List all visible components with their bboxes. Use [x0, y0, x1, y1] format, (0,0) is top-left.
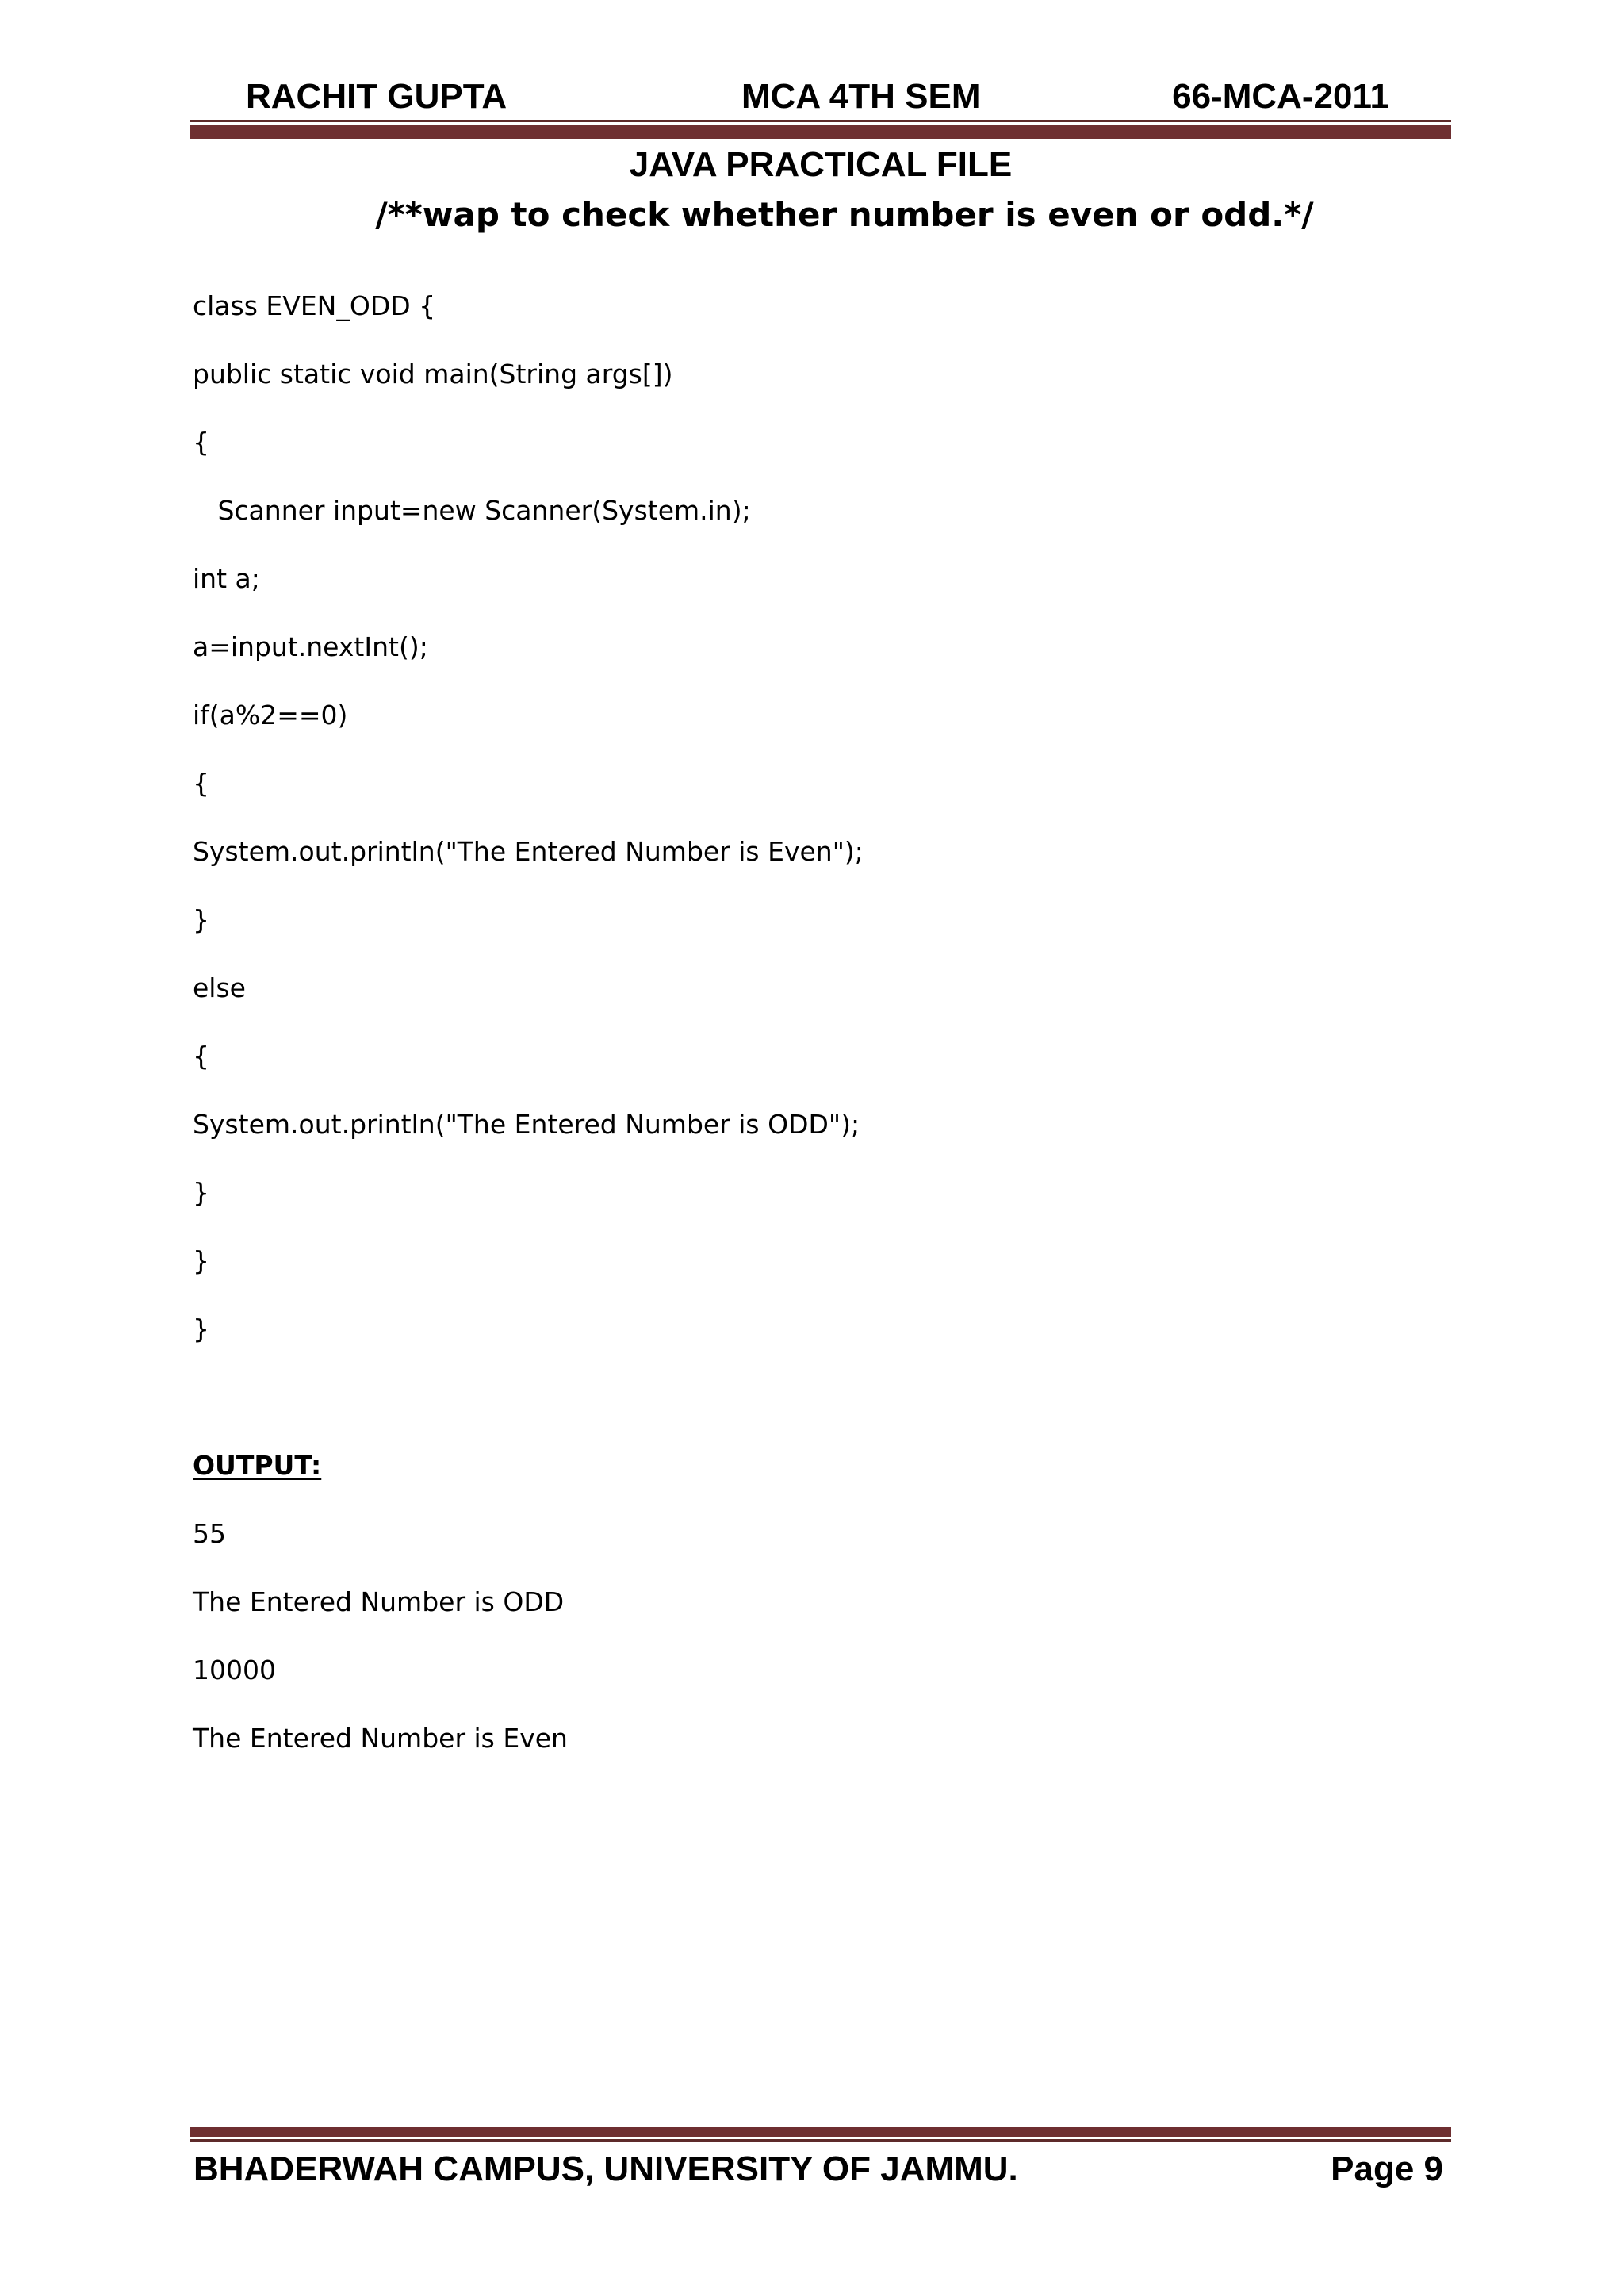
code-line: }	[193, 1245, 209, 1276]
code-line: class EVEN_ODD {	[193, 290, 436, 321]
header-rule-thick	[190, 125, 1451, 139]
output-line: 55	[193, 1518, 226, 1549]
output-line: 10000	[193, 1655, 276, 1685]
program-description: /**wap to check whether number is even or odd.*/	[375, 195, 1314, 234]
code-line: }	[193, 1177, 209, 1208]
code-line: else	[193, 972, 246, 1003]
footer-rule-thin	[190, 2139, 1451, 2142]
code-line: int a;	[193, 563, 260, 594]
code-line: System.out.println("The Entered Number is ODD");	[193, 1109, 860, 1140]
campus-name: BHADERWAH CAMPUS, UNIVERSITY OF JAMMU.	[193, 2149, 1018, 2188]
code-line: {	[193, 427, 209, 458]
page-title: JAVA PRACTICAL FILE	[629, 145, 1013, 184]
header-rule-thin	[190, 120, 1451, 122]
code-line: public static void main(String args[])	[193, 359, 673, 389]
code-line: }	[193, 904, 209, 935]
page-footer	[190, 2143, 1451, 2195]
page-number: Page 9	[1331, 2149, 1443, 2188]
output-line: The Entered Number is ODD	[193, 1586, 565, 1617]
code-line: }	[193, 1313, 209, 1344]
student-name: RACHIT GUPTA	[246, 77, 508, 116]
code-line: if(a%2==0)	[193, 700, 348, 730]
footer-rule-thick	[190, 2127, 1451, 2137]
roll-number: 66-MCA-2011	[1172, 77, 1389, 116]
code-line: Scanner input=new Scanner(System.in);	[193, 495, 751, 526]
code-line: a=input.nextInt();	[193, 631, 428, 662]
output-label: OUTPUT:	[193, 1450, 322, 1481]
code-line: {	[193, 1041, 209, 1072]
code-line: System.out.println("The Entered Number is Even");	[193, 836, 864, 867]
semester: MCA 4TH SEM	[741, 77, 981, 116]
page-header	[190, 73, 1451, 121]
code-line: {	[193, 768, 209, 799]
output-line: The Entered Number is Even	[193, 1723, 568, 1754]
